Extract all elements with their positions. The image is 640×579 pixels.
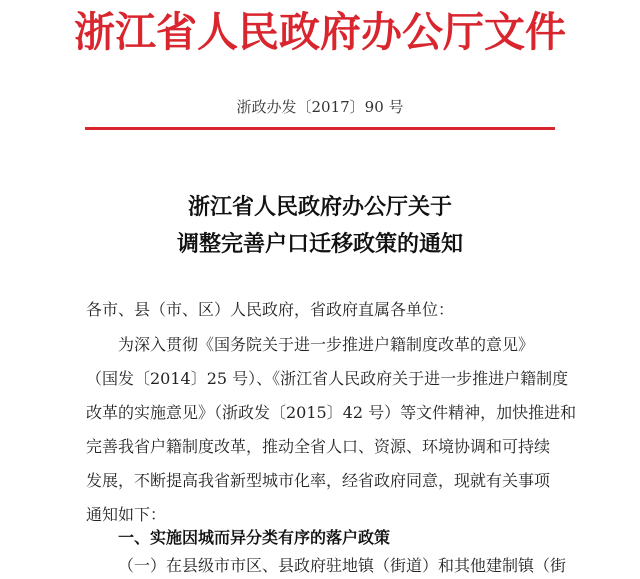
notice-title-line-2: 调整完善户口迁移政策的通知 [176, 232, 463, 257]
red-divider-line [85, 127, 555, 130]
notice-title-line-1: 浙江省人民政府办公厅关于 [187, 195, 452, 220]
body-paragraph-line: 改革的实施意见》（浙政发〔2015〕42 号）等文件精神，加快推进和 [86, 403, 577, 422]
subsection-line: （一）在县级市市区、县政府驻地镇（街道）和其他建制镇（街 [118, 556, 567, 575]
body-paragraph-line: 发展，不断提高我省新型城市化率，经省政府同意，现就有关事项 [86, 471, 551, 490]
body-paragraph-line: 为深入贯彻《国务院关于进一步推进户籍制度改革的意见》 [118, 335, 535, 354]
recipients-line: 各市、县（市、区）人民政府，省政府直属各单位： [86, 300, 455, 319]
masthead-title: 浙江省人民政府办公厅文件 [74, 8, 566, 56]
body-paragraph-line: （国发〔2014〕25 号）、《浙江省人民政府关于进一步推进户籍制度 [86, 369, 569, 388]
body-paragraph-line: 通知如下： [86, 505, 167, 524]
section-heading: 一、实施因城而异分类有序的落户政策 [118, 528, 391, 547]
document-number: 浙政办发〔2017〕90 号 [236, 98, 404, 116]
body-paragraph-line: 完善我省户籍制度改革，推动全省人口、资源、环境协调和可持续 [86, 437, 551, 456]
